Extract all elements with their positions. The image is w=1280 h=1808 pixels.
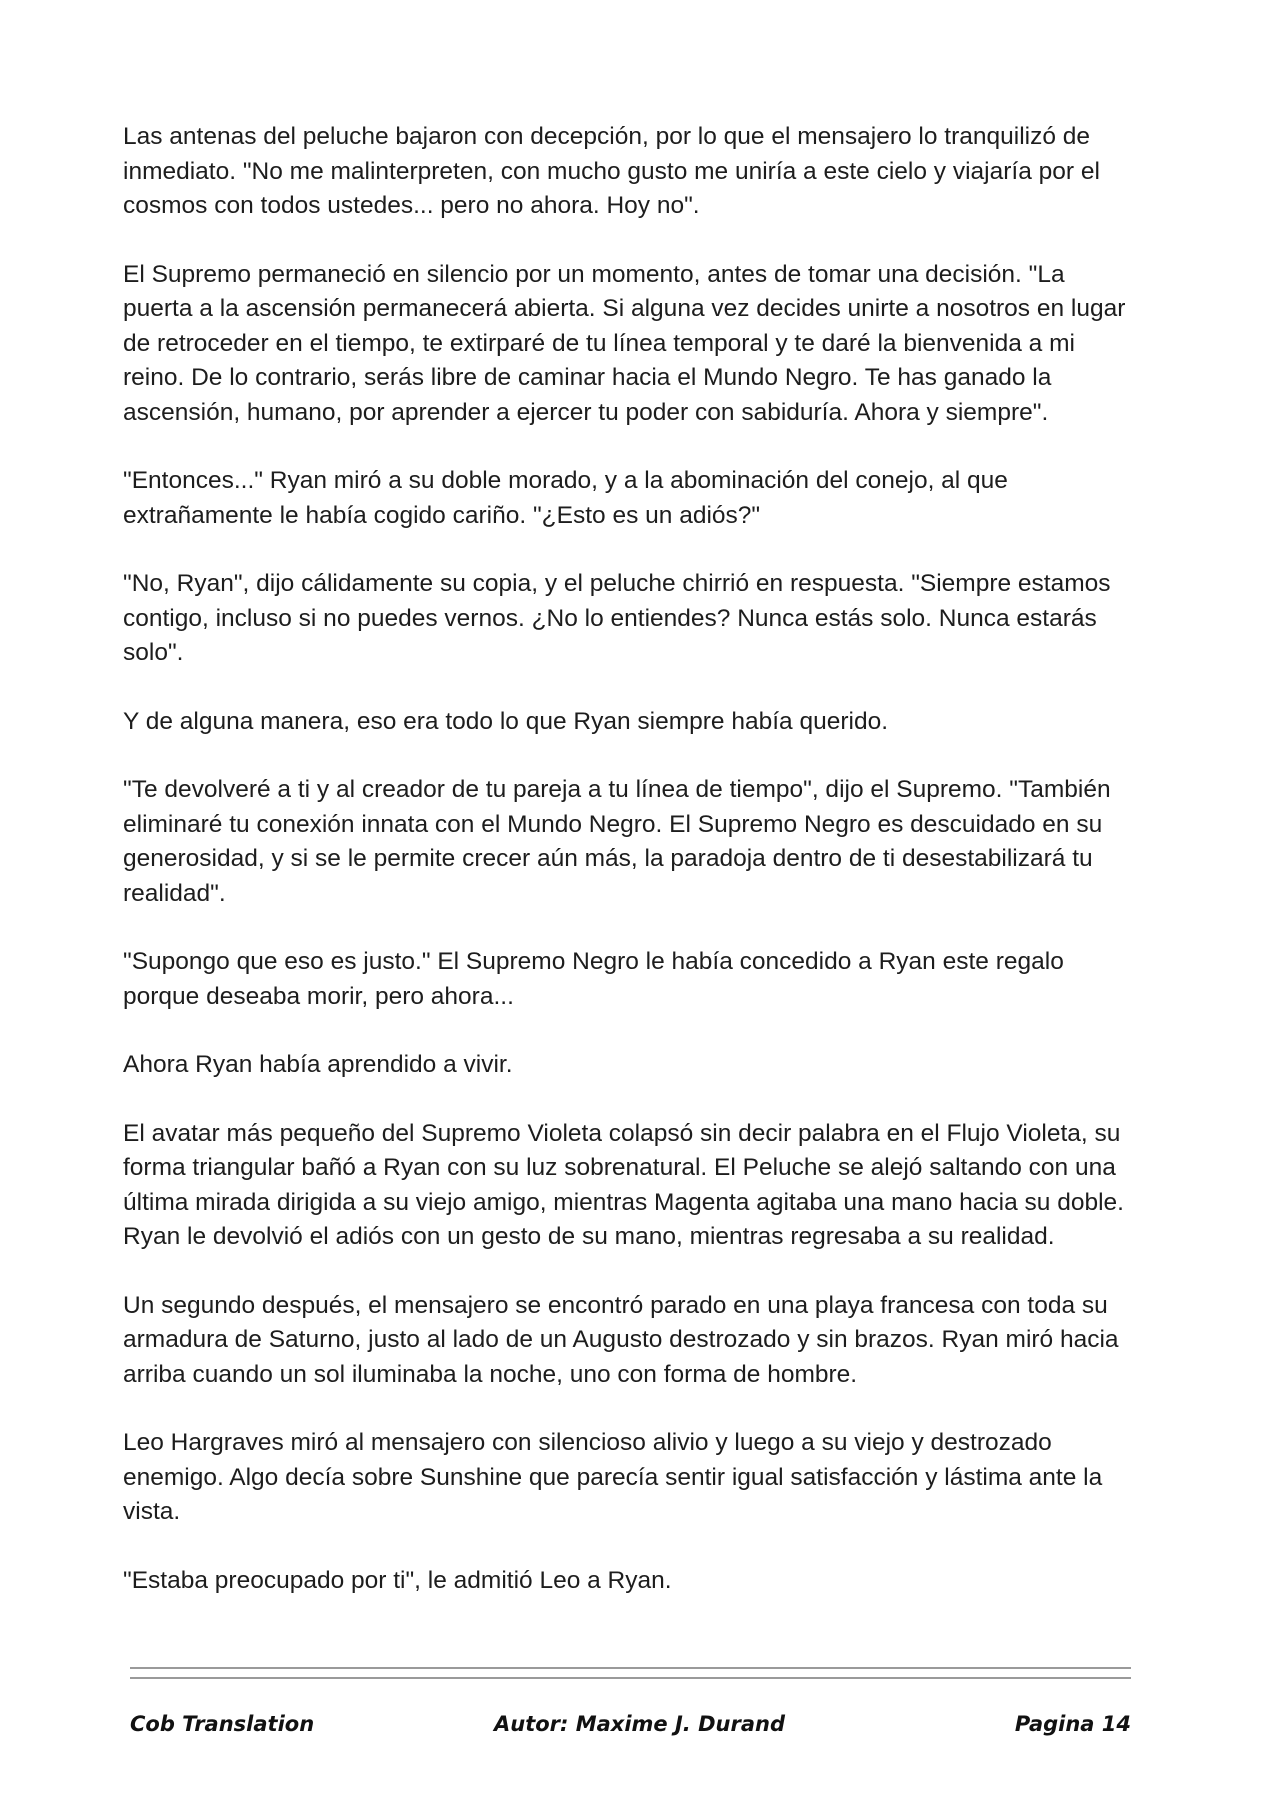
divider-line-bottom bbox=[130, 1677, 1131, 1679]
page-footer bbox=[130, 1712, 1131, 1742]
paragraph: Un segundo después, el mensajero se encontró parado en una playa francesa con toda su armadura de Saturno, justo al lado de un Augusto destrozado y sin brazos. Ryan miró hacia arriba cuando un sol iluminaba la noche, uno con forma de hombre. bbox=[123, 1291, 1119, 1388]
footer-author: Autor: Maxime J. Durand bbox=[494, 1712, 785, 1736]
paragraph: Y de alguna manera, eso era todo lo que Ryan siempre había querido. bbox=[123, 707, 889, 735]
paragraph: "No, Ryan", dijo cálidamente su copia, y el peluche chirrió en respuesta. "Siempre estamos contigo, incluso si no puedes vernos. ¿No lo entiendes? Nunca estás solo. Nunca estarás solo". bbox=[123, 570, 1111, 666]
paragraph: Ahora Ryan había aprendido a vivir. bbox=[123, 1051, 513, 1078]
paragraph: Leo Hargraves miró al mensajero con silencioso alivio y luego a su viejo y destrozado enemigo. Algo decía sobre Sunshine que parecía sentir igual satisfacción y lástima ante la vista. bbox=[123, 1429, 1103, 1525]
paragraph: "Estaba preocupado por ti", le admitió Leo a Ryan. bbox=[123, 1566, 672, 1594]
footer-translator: Cob Translation bbox=[130, 1712, 315, 1736]
body-text bbox=[123, 120, 1138, 1632]
paragraph: "Te devolveré a ti y al creador de tu pareja a tu línea de tiempo", dijo el Supremo. "También eliminaré tu conexión innata con el Mundo Negro. El Supremo Negro es descuidado en su generosidad, y si se le permite crecer aún más, la paradoja dentro de ti desestabilizará tu realidad". bbox=[123, 776, 1111, 907]
paragraph: "Supongo que eso es justo." El Supremo Negro le había concedido a Ryan este regalo porque deseaba morir, pero ahora... bbox=[123, 948, 1064, 1010]
footer-page-number: Pagina 14 bbox=[1014, 1712, 1131, 1736]
paragraph: El Supremo permaneció en silencio por un momento, antes de tomar una decisión. "La puerta a la ascensión permanecerá abierta. Si alguna vez decides unirte a nosotros en lugar de retroceder en el tiempo, te extirparé de tu línea temporal y te daré la bienvenida a mi reino. De lo contrario, serás libre de caminar hacia el Mundo Negro. Te has ganado la ascensión, humano, por aprender a ejercer tu poder con sabiduría. Ahora y siempre". bbox=[123, 260, 1126, 426]
divider-line-top bbox=[130, 1667, 1131, 1669]
paragraph: Las antenas del peluche bajaron con decepción, por lo que el mensajero lo tranquilizó de inmediato. "No me malinterpreten, con mucho gusto me uniría a este cielo y viajaría por el cosmos con todos ustedes... pero no ahora. Hoy no". bbox=[123, 123, 1100, 219]
paragraph: "Entonces..." Ryan miró a su doble morado, y a la abominación del conejo, al que extrañamente le había cogido cariño. "¿Esto es un adiós?" bbox=[123, 467, 1008, 529]
footer-divider bbox=[130, 1667, 1131, 1679]
paragraph: El avatar más pequeño del Supremo Violeta colapsó sin decir palabra en el Flujo Violeta, su forma triangular bañó a Ryan con su luz sobrenatural. El Peluche se alejó saltando con una última mirada dirigida a su viejo amigo, mientras Magenta agitaba una mano hacia su doble. Ryan le devolvió el adiós con un gesto de su mano, mientras regresaba a su realidad. bbox=[123, 1119, 1124, 1250]
